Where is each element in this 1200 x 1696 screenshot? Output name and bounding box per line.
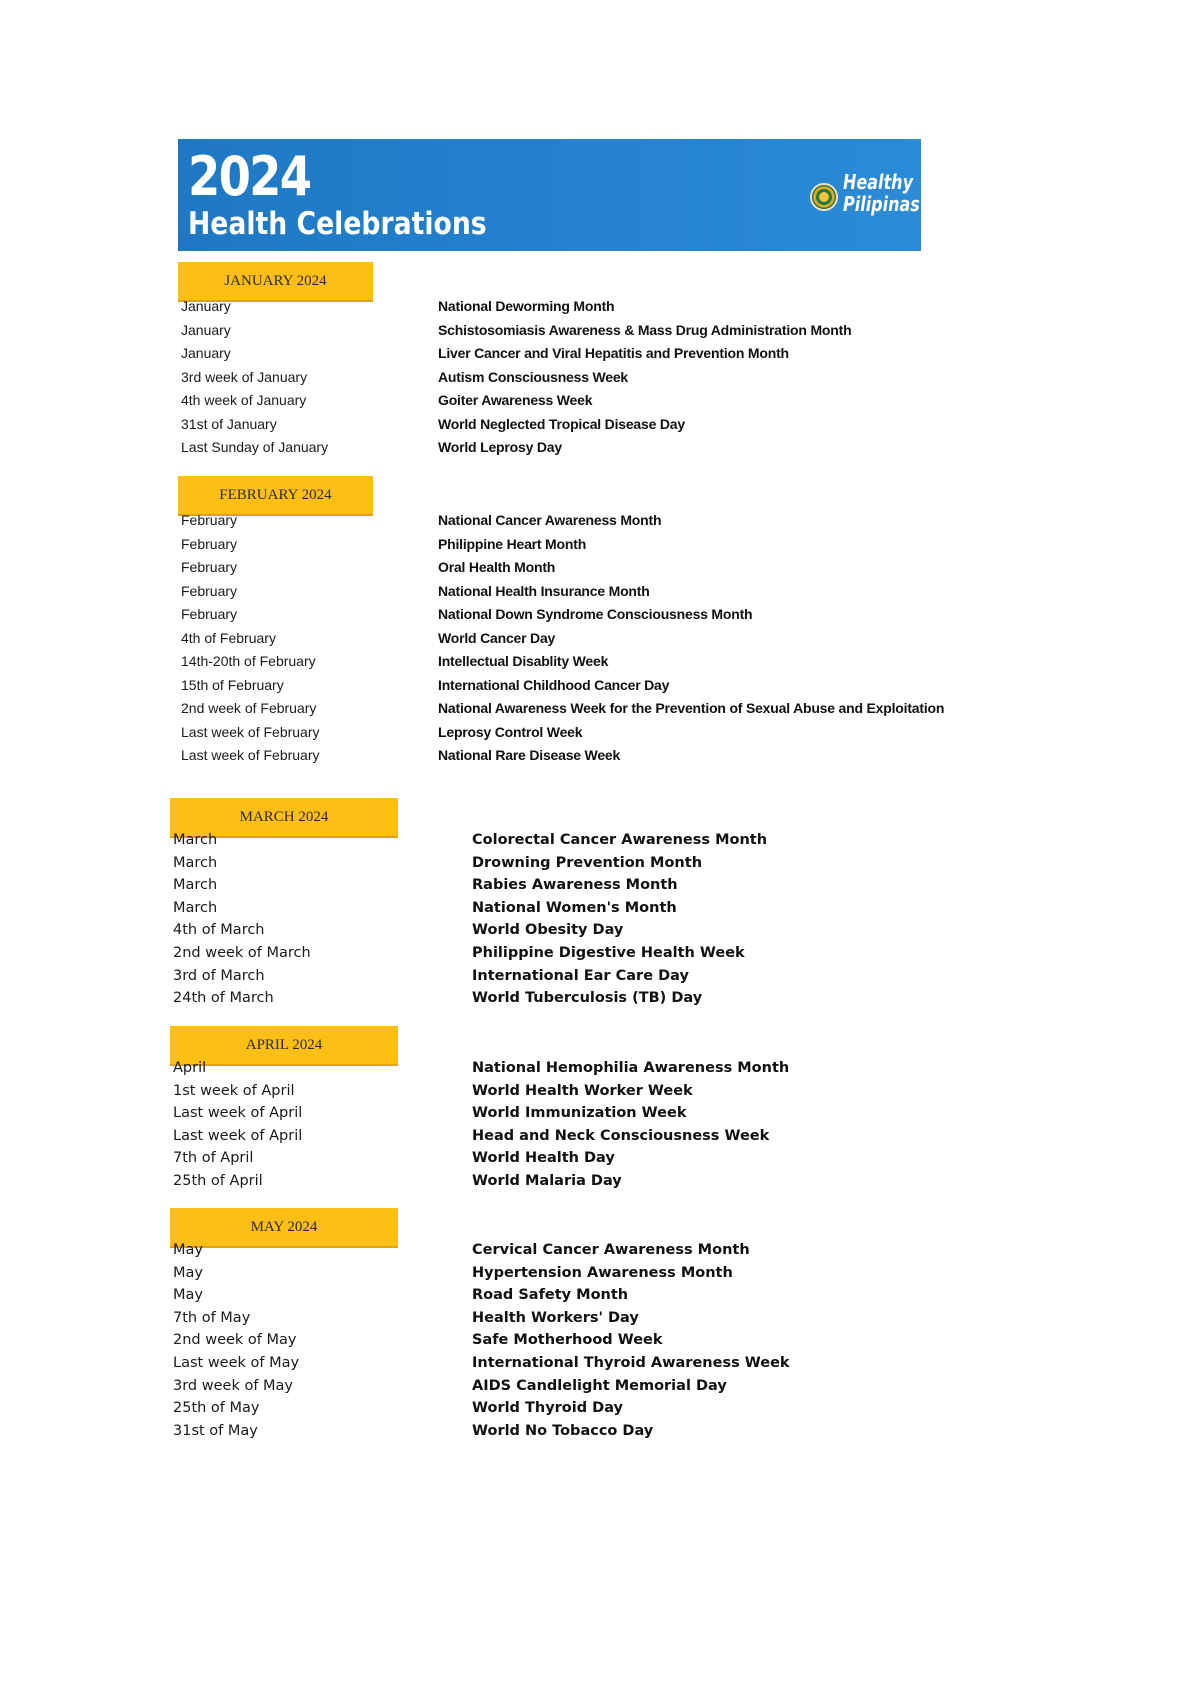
- celebration-date: 15th of February: [181, 676, 284, 693]
- month-header: MARCH 2024: [170, 798, 398, 838]
- celebration-date: Last Sunday of January: [181, 439, 329, 455]
- celebration-event: World Malaria Day: [472, 1173, 622, 1189]
- celebration-event: National Rare Disease Week: [438, 747, 621, 763]
- logo-line-2: Pilipinas: [843, 192, 920, 216]
- celebration-date: 2nd week of February: [181, 700, 317, 716]
- celebration-event: Drowning Prevention Month: [472, 854, 703, 871]
- celebration-date: May: [173, 1264, 203, 1281]
- celebration-date: 2nd week of May: [173, 1332, 297, 1349]
- celebration-date: 4th of February: [181, 629, 276, 646]
- celebration-date: Last week of April: [173, 1127, 303, 1144]
- celebration-date: January: [181, 298, 231, 314]
- celebration-date: 2nd week of March: [173, 945, 311, 961]
- celebration-event: Safe Motherhood Week: [472, 1332, 663, 1349]
- celebration-date: 7th of May: [173, 1309, 251, 1326]
- celebration-date: March: [173, 899, 218, 916]
- celebration-event: Goiter Awareness Week: [438, 392, 593, 408]
- celebration-date: May: [173, 1242, 203, 1258]
- celebration-event: National Women's Month: [472, 899, 677, 916]
- celebration-event: World Thyroid Day: [472, 1400, 623, 1417]
- celebration-date: March: [173, 877, 218, 894]
- celebration-date: April: [173, 1060, 207, 1076]
- celebration-date: January: [181, 345, 231, 361]
- celebration-event: International Ear Care Day: [472, 967, 689, 984]
- celebration-date: February: [181, 606, 238, 622]
- logo-line-1: Healthy: [843, 170, 913, 194]
- doh-seal-icon: [810, 183, 838, 211]
- celebration-event: National Down Syndrome Consciousness Month: [438, 606, 753, 622]
- celebration-event: Schistosomiasis Awareness & Mass Drug Administration Month: [438, 321, 852, 338]
- celebration-event: Autism Consciousness Week: [438, 368, 629, 385]
- celebration-date: 31st of January: [181, 415, 277, 432]
- celebration-date: 3rd of March: [173, 967, 265, 984]
- celebration-event: National Awareness Week for the Prevention of Sexual Abuse and Exploitation: [438, 700, 945, 716]
- celebration-date: 3rd week of January: [181, 368, 308, 385]
- celebration-event: AIDS Candlelight Memorial Day: [472, 1377, 727, 1394]
- month-header: MAY 2024: [170, 1208, 398, 1248]
- celebration-event: World Leprosy Day: [438, 439, 562, 455]
- celebration-event: Philippine Digestive Health Week: [472, 945, 745, 961]
- celebration-date: 25th of May: [173, 1400, 260, 1417]
- celebration-event: Leprosy Control Week: [438, 723, 583, 740]
- celebration-date: Last week of May: [173, 1355, 300, 1371]
- celebration-event: International Thyroid Awareness Week: [472, 1355, 790, 1371]
- celebration-event: Health Workers' Day: [472, 1309, 639, 1326]
- celebration-event: Road Safety Month: [472, 1287, 629, 1304]
- logo-text: [843, 171, 920, 215]
- celebration-event: World Obesity Day: [472, 922, 624, 939]
- celebration-event: Head and Neck Consciousness Week: [472, 1127, 770, 1144]
- healthy-pilipinas-logo: [810, 169, 920, 225]
- celebration-event: World Immunization Week: [472, 1105, 687, 1122]
- celebration-event: Hypertension Awareness Month: [472, 1264, 733, 1281]
- celebration-event: World Cancer Day: [438, 629, 556, 646]
- celebration-date: 1st week of April: [173, 1082, 295, 1099]
- celebration-event: World No Tobacco Day: [472, 1422, 654, 1439]
- celebration-event: World Health Worker Week: [472, 1082, 693, 1099]
- celebration-event: International Childhood Cancer Day: [438, 676, 670, 693]
- celebration-date: 31st of May: [173, 1422, 258, 1439]
- celebration-date: January: [181, 321, 231, 338]
- celebration-date: February: [181, 512, 238, 528]
- celebration-date: March: [173, 832, 218, 848]
- celebration-event: National Deworming Month: [438, 298, 615, 314]
- celebration-event: National Cancer Awareness Month: [438, 512, 662, 528]
- celebration-date: 7th of April: [173, 1150, 254, 1167]
- celebration-date: 4th week of January: [181, 392, 307, 408]
- celebration-date: February: [181, 535, 238, 552]
- celebration-event: Intellectual Disablity Week: [438, 653, 609, 669]
- banner-year: 2024: [188, 145, 311, 208]
- celebration-date: 25th of April: [173, 1173, 263, 1189]
- celebration-date: February: [181, 559, 238, 575]
- celebration-event: World Health Day: [472, 1150, 615, 1167]
- celebration-date: Last week of April: [173, 1105, 303, 1122]
- celebration-date: 14th-20th of February: [181, 653, 316, 669]
- celebration-event: National Health Insurance Month: [438, 582, 650, 599]
- celebration-event: Oral Health Month: [438, 559, 556, 575]
- celebration-date: Last week of February: [181, 723, 320, 740]
- celebration-date: 3rd week of May: [173, 1377, 294, 1394]
- celebration-event: National Hemophilia Awareness Month: [472, 1060, 790, 1076]
- celebration-event: Cervical Cancer Awareness Month: [472, 1242, 750, 1258]
- month-header: APRIL 2024: [170, 1026, 398, 1066]
- celebration-event: Liver Cancer and Viral Hepatitis and Prevention Month: [438, 345, 789, 361]
- celebration-date: February: [181, 582, 238, 599]
- celebration-date: May: [173, 1287, 203, 1304]
- month-header: JANUARY 2024: [178, 262, 373, 302]
- month-header: FEBRUARY 2024: [178, 476, 373, 516]
- celebration-date: 24th of March: [173, 990, 274, 1007]
- celebration-event: World Tuberculosis (TB) Day: [472, 990, 703, 1007]
- celebration-date: March: [173, 854, 218, 871]
- banner-title: Health Celebrations: [188, 206, 487, 242]
- celebration-event: Rabies Awareness Month: [472, 877, 678, 894]
- celebration-date: 4th of March: [173, 922, 265, 939]
- header-banner: [178, 139, 921, 251]
- celebration-date: Last week of February: [181, 747, 320, 763]
- celebration-event: Colorectal Cancer Awareness Month: [472, 832, 768, 848]
- celebration-event: Philippine Heart Month: [438, 535, 587, 552]
- celebration-event: World Neglected Tropical Disease Day: [438, 415, 685, 432]
